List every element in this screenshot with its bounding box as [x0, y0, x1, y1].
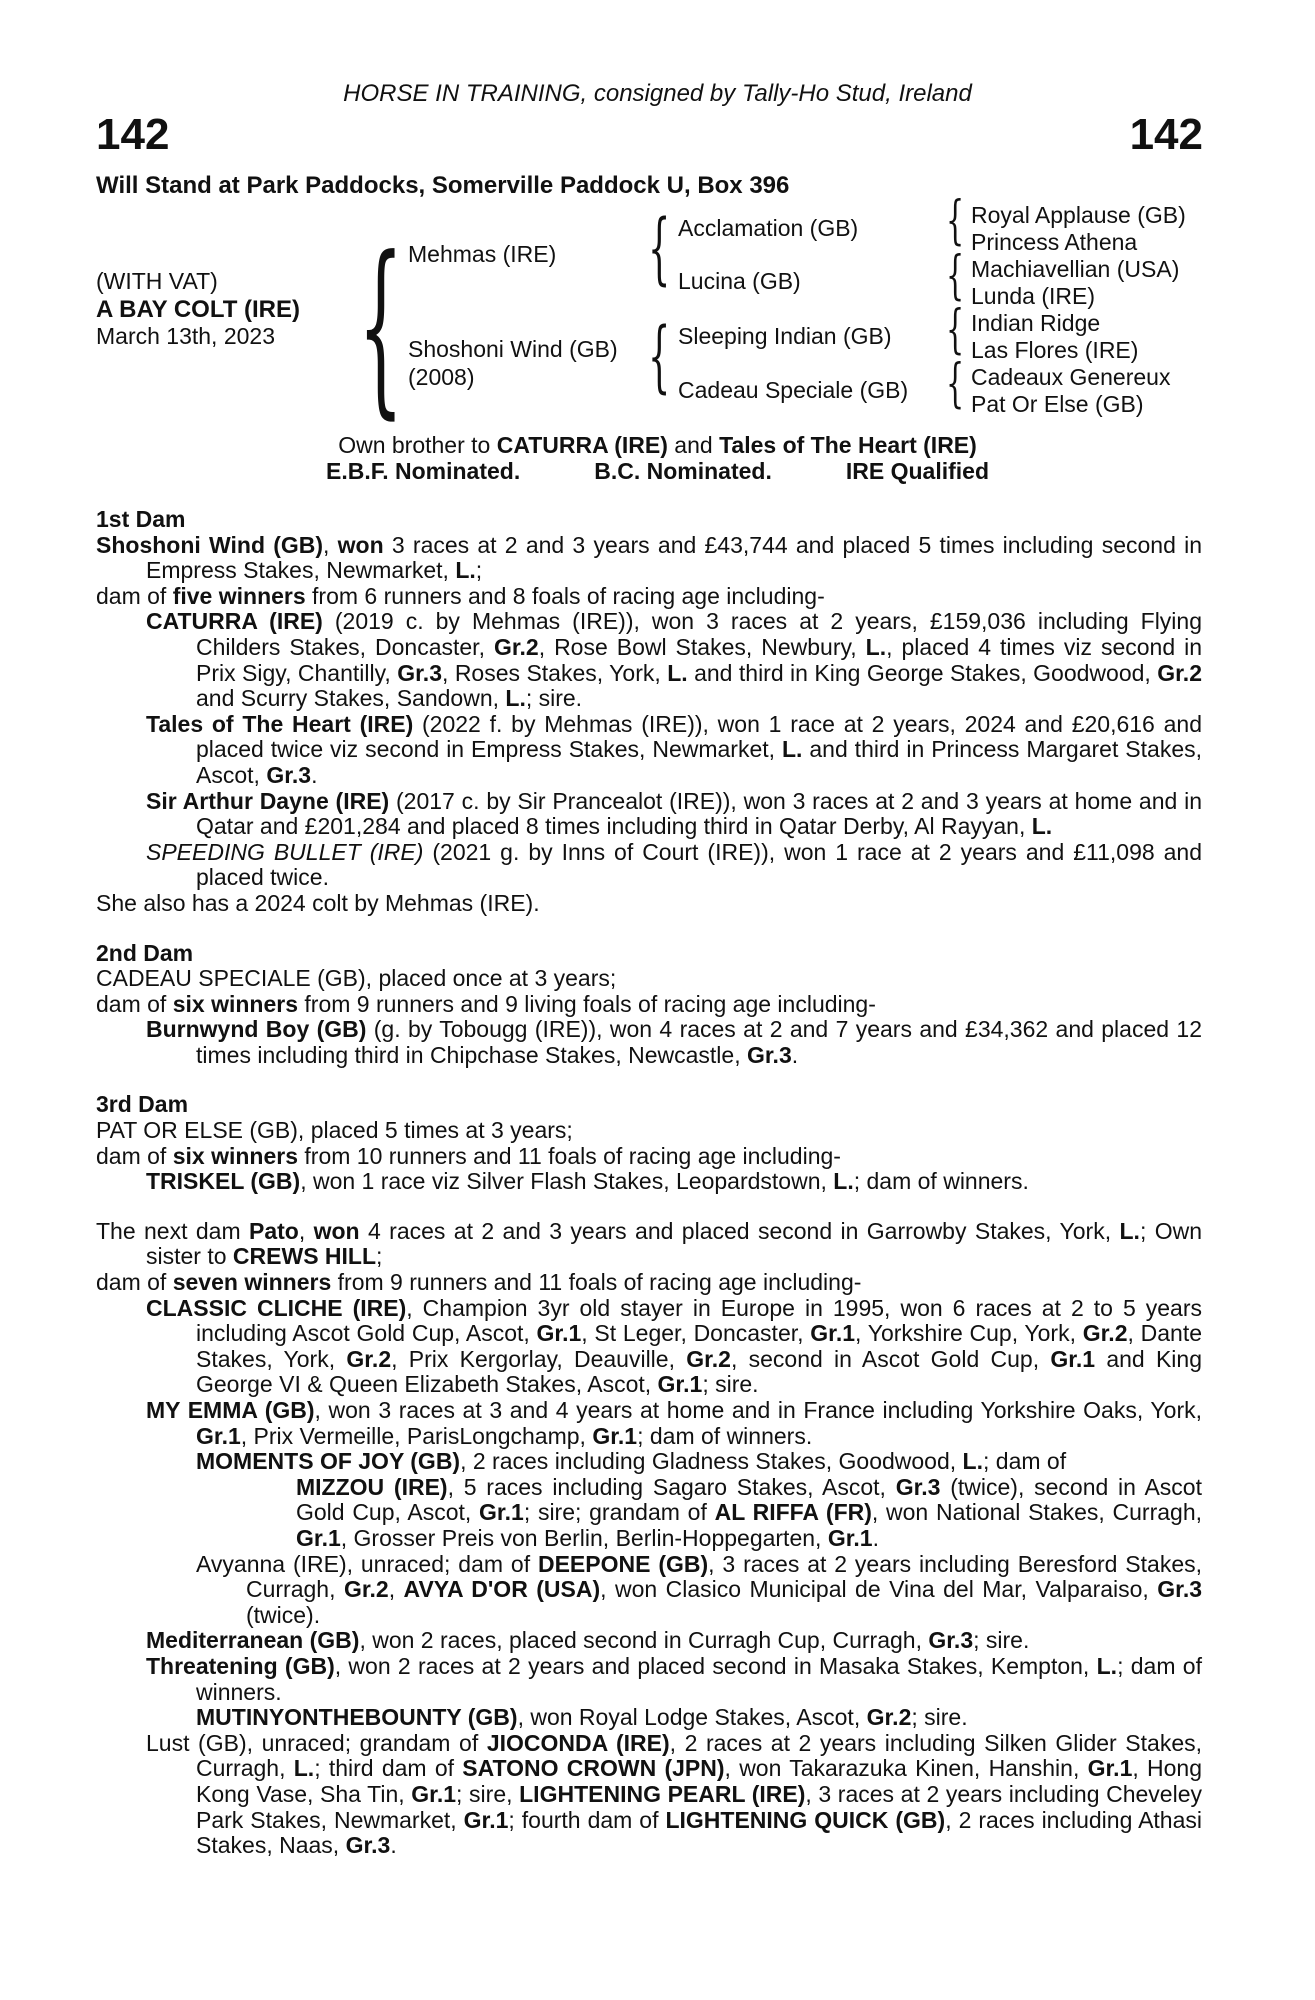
ebf-nomination: E.B.F. Nominated.	[325, 458, 521, 484]
ire-qualified: IRE Qualified	[845, 458, 989, 484]
third-dam-record: PAT OR ELSE (GB), placed 5 times at 3 years;	[96, 1117, 573, 1144]
second-dam-record: CADEAU SPECIALE (GB), placed once at 3 years;	[96, 965, 617, 992]
dam-history	[96, 507, 1202, 1859]
pedigree-sd: Lucina (GB)	[678, 268, 801, 294]
pedigree-brace-dam: {	[648, 312, 671, 402]
first-dam-record: Shoshoni Wind (GB), won 3 races at 2 and 3 years and £43,744 and placed 5 times including second in Empress Stakes, Newmarket, L.;	[96, 531, 1202, 584]
pedigree-brace-ds: {	[946, 300, 965, 360]
pedigree-ssd: Princess Athena	[971, 229, 1138, 255]
produce-mutinyonthebounty: MUTINYONTHEBOUNTY (GB), won Royal Lodge Stakes, Ascot, Gr.2; sire.	[196, 1704, 968, 1731]
pedigree-dam: Shoshoni Wind (GB)	[408, 336, 618, 362]
own-brother-line: Own brother to CATURRA (IRE) and Tales of The Heart (IRE)	[338, 432, 977, 458]
pedigree-dam-year: (2008)	[408, 364, 475, 390]
horse-name: A BAY COLT (IRE)	[96, 296, 301, 323]
produce-mediterranean: Mediterranean (GB), won 2 races, placed second in Curragh Cup, Curragh, Gr.3; sire.	[146, 1627, 1030, 1654]
bc-nomination: B.C. Nominated.	[594, 458, 772, 484]
produce-triskel: TRISKEL (GB), won 1 race viz Silver Flash Stakes, Leopardstown, L.; dam of winners.	[146, 1168, 1029, 1195]
pedigree-ds: Sleeping Indian (GB)	[678, 323, 892, 349]
pedigree-dds: Cadeaux Genereux	[971, 364, 1171, 390]
second-dam-heading: 2nd Dam	[96, 939, 194, 966]
next-dam-record: The next dam Pato, won 4 races at 2 and 3 years and placed second in Garrowby Stakes, York, L.; Own sister to CREWS HILL;	[96, 1217, 1202, 1270]
pedigree-sdd: Lunda (IRE)	[971, 283, 1096, 309]
pedigree-brace-dd: {	[946, 354, 965, 414]
first-dam-heading: 1st Dam	[96, 506, 186, 532]
pedigree-sss: Royal Applause (GB)	[971, 202, 1186, 228]
pedigree-brace-ss: {	[946, 191, 965, 251]
pedigree-dd: Cadeau Speciale (GB)	[678, 377, 909, 403]
produce-burnwynd-boy: Burnwynd Boy (GB) (g. by Tobougg (IRE)), won 4 races at 2 and 7 years and £34,362 and placed 12 times including third in Chipchase Stakes, Newcastle, Gr.3.	[146, 1016, 1202, 1068]
horse-dob: March 13th, 2023	[96, 323, 276, 349]
catalogue-subtitle: HORSE IN TRAINING, consigned by Tally-Ho Stud, Ireland	[343, 80, 972, 107]
produce-moments-of-joy: MOMENTS OF JOY (GB), 2 races including Gladness Stakes, Goodwood, L.; dam of	[196, 1448, 1067, 1475]
third-dam-produce: dam of six winners from 10 runners and 11 foals of racing age including-	[96, 1142, 841, 1169]
pedigree-sds: Machiavellian (USA)	[971, 256, 1180, 282]
pedigree-sire: Mehmas (IRE)	[408, 241, 557, 267]
first-dam-also: She also has a 2024 colt by Mehmas (IRE).	[96, 889, 540, 916]
third-dam-heading: 3rd Dam	[96, 1091, 189, 1118]
lot-number-right: 142	[1129, 110, 1203, 159]
second-dam-produce: dam of six winners from 9 runners and 9 living foals of racing age including-	[96, 990, 876, 1017]
produce-classic-cliche: CLASSIC CLICHE (IRE), Champion 3yr old stayer in Europe in 1995, won 6 races at 2 to 5 years including Ascot Gold Cup, Ascot, Gr.1, St Leger, Doncaster, Gr.1, Yorkshire Cup, York, Gr.2, Dante Stakes, York, Gr.2, Prix Kergorlay, Deauville, Gr.2, second in Ascot Gold Cup, Gr.1 and King George VI & Queen Elizabeth Stakes, Ascot, Gr.1; sire.	[146, 1294, 1203, 1398]
produce-caturra: CATURRA (IRE) (2019 c. by Mehmas (IRE)), won 3 races at 2 years, £159,036 including Flying Childers Stakes, Doncaster, Gr.2, Rose Bowl Stakes, Newbury, L., placed 4 times viz second in Prix Sigy, Chantilly, Gr.3, Roses Stakes, York, L. and third in King George Stakes, Goodwood, Gr.2 and Scurry Stakes, Sandown, L.; sire.	[146, 608, 1203, 712]
produce-sir-arthur-dayne: Sir Arthur Dayne (IRE) (2017 c. by Sir Prancealot (IRE)), won 3 races at 2 and 3 years at home and in Qatar and £201,284 and placed 8 times including third in Qatar Derby, Al Rayyan, L.	[146, 787, 1203, 840]
vat-note: (WITH VAT)	[96, 268, 218, 294]
produce-tales-of-the-heart: Tales of The Heart (IRE) (2022 f. by Mehmas (IRE)), won 1 race at 2 years, 2024 and £20,616 and placed twice viz second in Empress Stakes, Newmarket, L. and third in Princess Margaret Stakes, Ascot, Gr.3.	[146, 710, 1202, 788]
produce-my-emma: MY EMMA (GB), won 3 races at 3 and 4 years at home and in France including Yorkshire Oaks, York, Gr.1, Prix Vermeille, ParisLongchamp, Gr.1; dam of winners.	[146, 1397, 1202, 1449]
produce-mizzou: MIZZOU (IRE), 5 races including Sagaro Stakes, Ascot, Gr.3 (twice), second in Ascot Gold Cup, Ascot, Gr.1; sire; grandam of AL RIFFA (FR), won National Stakes, Curragh, Gr.1, Grosser Preis von Berlin, Berlin-Hoppegarten, Gr.1.	[296, 1473, 1203, 1551]
produce-threatening: Threatening (GB), won 2 races at 2 years and placed second in Masaka Stakes, Kempton, L.; dam of winners.	[146, 1652, 1202, 1705]
pedigree-brace-sd: {	[946, 246, 965, 306]
pedigree-brace-main: {	[358, 217, 404, 436]
pedigree-ss: Acclamation (GB)	[678, 215, 859, 241]
produce-speeding-bullet: SPEEDING BULLET (IRE) (2021 g. by Inns of Court (IRE)), won 1 race at 2 years and £11,098 and placed twice.	[146, 838, 1202, 891]
produce-lust: Lust (GB), unraced; grandam of JIOCONDA (IRE), 2 races at 2 years including Silken Glider Stakes, Curragh, L.; third dam of SATONO CROWN (JPN), won Takarazuka Kinen, Hanshin, Gr.1, Hong Kong Vase, Sha Tin, Gr.1; sire, LIGHTENING PEARL (IRE), 3 races at 2 years including Cheveley Park Stakes, Newmarket, Gr.1; fourth dam of LIGHTENING QUICK (GB), 2 races including Athasi Stakes, Naas, Gr.3.	[146, 1729, 1203, 1859]
pedigree-dss: Indian Ridge	[971, 310, 1101, 336]
first-dam-produce: dam of five winners from 6 runners and 8 foals of racing age including-	[96, 582, 825, 609]
pedigree-dsd: Las Flores (IRE)	[971, 337, 1139, 363]
lot-number-left: 142	[96, 110, 170, 159]
pedigree-brace-sire: {	[648, 204, 671, 294]
pedigree-ddd: Pat Or Else (GB)	[971, 391, 1144, 417]
stand-location: Will Stand at Park Paddocks, Somerville Paddock U, Box 396	[96, 172, 790, 199]
next-dam-produce: dam of seven winners from 9 runners and 11 foals of racing age including-	[96, 1269, 862, 1296]
produce-avyanna: Avyanna (IRE), unraced; dam of DEEPONE (GB), 3 races at 2 years including Beresford Stakes, Curragh, Gr.2, AVYA D'OR (USA), won Clasico Municipal de Vina del Mar, Valparaiso, Gr.3 (twice).	[196, 1550, 1203, 1628]
nominations-line	[0, 458, 1315, 484]
